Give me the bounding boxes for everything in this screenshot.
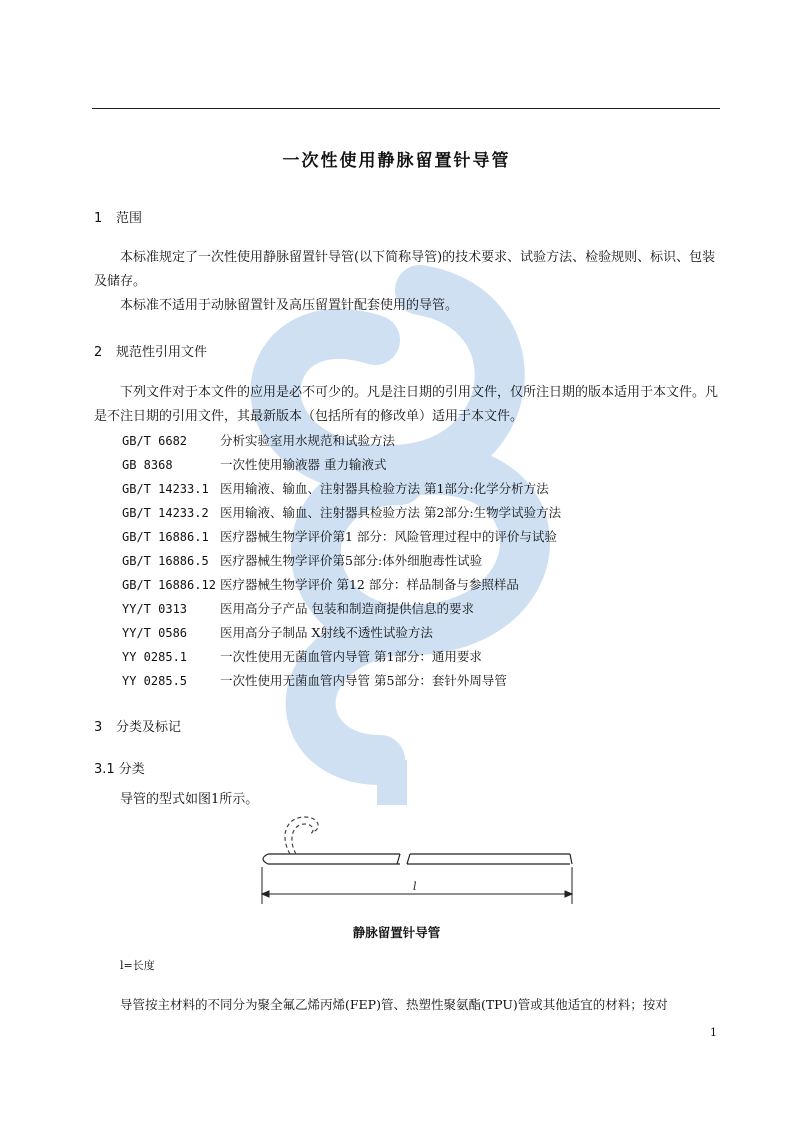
reference-item: GB/T 14233.2 医用输液、输血、注射器具检验方法 第2部分:生物学试验方法 (122, 505, 562, 520)
reference-item: GB/T 14233.1 医用输液、输血、注射器具检验方法 第1部分:化学分析方法 (122, 481, 549, 496)
reference-item: YY 0285.1 一次性使用无菌血管内导管 第1部分：通用要求 (122, 649, 482, 664)
page-number: 1 (710, 1026, 717, 1039)
scope-paragraph-1: 本标准规定了一次性使用静脉留置针导管(以下简称导管)的技术要求、试验方法、检验规则、标识、包装及储存。 (94, 250, 716, 289)
reference-item: GB 8368 一次性使用输液器 重力输液式 (122, 457, 387, 472)
header-rule (92, 108, 720, 109)
section-1-heading: 1 范围 (94, 211, 143, 226)
material-text: 导管按主材料的不同分为聚全氟乙烯丙烯(FEP)管、热塑性聚氨酯(TPU)管或其他适宜的材料；按对 (120, 997, 668, 1012)
section-2-heading: 2 规范性引用文件 (94, 345, 208, 360)
length-dimension (262, 867, 572, 904)
figure-caption: 静脉留置针导管 (352, 925, 441, 940)
figure-legend: l=长度 (120, 959, 155, 972)
catheter-tube (263, 854, 572, 864)
document-title: 一次性使用静脉留置针导管 (282, 151, 511, 171)
reference-list (122, 429, 561, 693)
reference-item: GB/T 16886.5 医疗器械生物学评价第5部分:体外细胞毒性试验 (122, 553, 483, 568)
reference-item: GB/T 16886.12 医疗器械生物学评价 第12 部分：样品制备与参照样品 (122, 577, 519, 592)
subsection-3-1-heading: 3.1 分类 (94, 762, 145, 777)
bent-tip-dashed (285, 817, 318, 854)
dimension-label: l (413, 880, 417, 893)
figure-intro: 导管的型式如图1所示。 (120, 792, 259, 807)
reference-item: YY/T 0586 医用高分子制品 X射线不透性试验方法 (122, 625, 433, 640)
reference-item: GB/T 16886.1 医疗器械生物学评价第1 部分：风险管理过程中的评价与试验 (122, 529, 557, 544)
section-3-heading: 3 分类及标记 (94, 720, 182, 735)
reference-item: GB/T 6682 分析实验室用水规范和试验方法 (122, 433, 396, 448)
catheter-figure (250, 812, 580, 907)
references-intro: 下列文件对于本文件的应用是必不可少的。凡是注日期的引用文件，仅所注日期的版本适用于本文件。凡是不注日期的引用文件，其最新版本（包括所有的修改单）适用于本文件。 (94, 385, 719, 424)
reference-item: YY/T 0313 医用高分子产品 包装和制造商提供信息的要求 (122, 601, 474, 616)
scope-paragraph-2: 本标准不适用于动脉留置针及高压留置针配套使用的导管。 (120, 298, 459, 313)
reference-item: YY 0285.5 一次性使用无菌血管内导管 第5部分：套针外周导管 (122, 673, 507, 688)
